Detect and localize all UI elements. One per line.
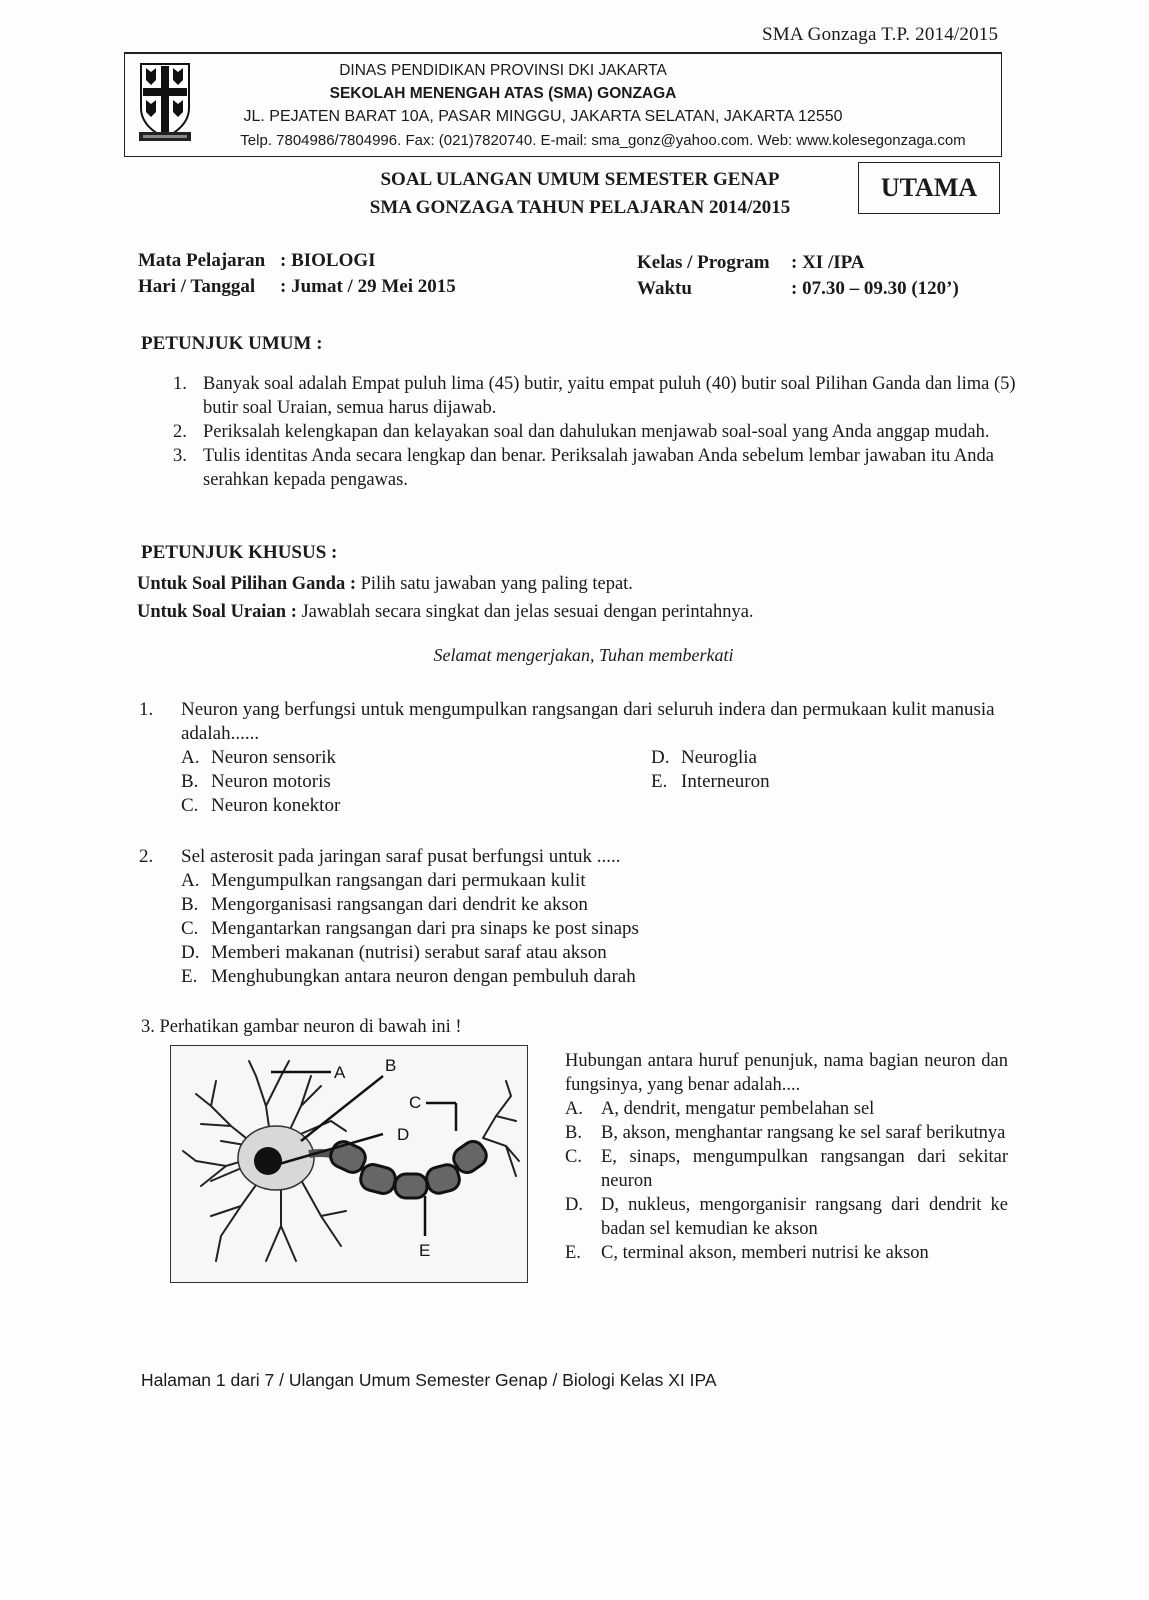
- option-d[interactable]: [181, 941, 839, 965]
- school-year-header: SMA Gonzaga T.P. 2014/2015: [762, 24, 999, 45]
- date-value: : Jumat / 29 Mei 2015: [280, 276, 456, 297]
- option-a[interactable]: [181, 746, 651, 770]
- exam-meta-left: [138, 248, 456, 300]
- option-label: A.: [181, 870, 200, 891]
- essay-instruction-text: Jawablah secara singkat dan jelas sesuai dengan perintahnya.: [296, 602, 754, 622]
- option-text: C, terminal akson, memberi nutrisi ke akson: [601, 1243, 929, 1263]
- option-e[interactable]: [565, 1241, 1008, 1265]
- general-instructions-title: PETUNJUK UMUM :: [141, 333, 323, 354]
- option-c[interactable]: [181, 794, 651, 818]
- instruction-text: Banyak soal adalah Empat puluh lima (45) butir, yaitu empat puluh (40) butir soal Pilihan Ganda dan lima (5) butir soal Uraian, semua harus dijawab.: [203, 374, 1016, 418]
- time-label: Waktu: [637, 278, 692, 299]
- essay-instruction-label: Untuk Soal Uraian :: [137, 602, 297, 622]
- time-value: : 07.30 – 09.30 (120’): [791, 278, 959, 299]
- letterhead: [124, 52, 1002, 157]
- option-label: E.: [651, 771, 668, 792]
- question-stem: Hubungan antara huruf penunjuk, nama bagian neuron dan fungsinya, yang benar adalah....: [565, 1051, 1008, 1095]
- option-e[interactable]: [181, 965, 839, 989]
- options: [139, 869, 839, 989]
- diagram-label-a: A: [334, 1063, 346, 1082]
- option-text: B, akson, menghantar rangsang ke sel saraf berikutnya: [601, 1123, 1006, 1143]
- option-label: C.: [181, 795, 199, 816]
- instruction-item: [173, 444, 1023, 492]
- date-label: Hari / Tanggal: [138, 276, 256, 297]
- option-text: Neuroglia: [681, 747, 757, 768]
- options: [139, 746, 1029, 818]
- question-text: Sel asterosit pada jaringan saraf pusat berfungsi untuk .....: [181, 846, 621, 867]
- subject-label: Mata Pelajaran: [138, 250, 266, 271]
- option-label: D.: [565, 1195, 583, 1215]
- question-number: 1.: [139, 699, 154, 720]
- instruction-number: 1.: [173, 374, 187, 394]
- option-b[interactable]: [181, 770, 651, 794]
- option-text: Neuron sensorik: [211, 747, 337, 768]
- diagram-label-c: C: [409, 1093, 422, 1112]
- option-text: Mengantarkan rangsangan dari pra sinaps ke post sinaps: [211, 918, 639, 939]
- letterhead-school-name: SEKOLAH MENENGAH ATAS (SMA) GONZAGA: [329, 85, 677, 102]
- option-label: B.: [181, 771, 199, 792]
- page-footer: Halaman 1 dari 7 / Ulangan Umum Semester Genap / Biologi Kelas XI IPA: [141, 1370, 717, 1390]
- option-label: B.: [181, 894, 199, 915]
- general-instructions-list: [173, 372, 1023, 492]
- option-label: A.: [181, 747, 200, 768]
- option-label: B.: [565, 1123, 582, 1143]
- instruction-item: [173, 372, 1023, 420]
- question-text: Neuron yang berfungsi untuk mengumpulkan rangsangan dari seluruh indera dan permukaan kulit manusia adalah......: [181, 699, 995, 744]
- option-text: Memberi makanan (nutrisi) serabut saraf atau akson: [211, 942, 607, 963]
- special-instructions: [137, 570, 754, 626]
- option-text: Menghubungkan antara neuron dengan pembuluh darah: [211, 966, 636, 987]
- option-text: D, nukleus, mengorganisir rangsang dari dendrit ke badan sel kemudian ke akson: [601, 1195, 1008, 1239]
- option-label: E.: [565, 1243, 581, 1263]
- class-label: Kelas / Program: [637, 252, 770, 273]
- subject-value: : BIOLOGI: [280, 250, 376, 271]
- option-text: Neuron motoris: [211, 771, 331, 792]
- class-value: : XI /IPA: [791, 252, 865, 273]
- special-instructions-title: PETUNJUK KHUSUS :: [141, 542, 338, 563]
- option-a[interactable]: [181, 869, 839, 893]
- question-3-prompt: [141, 1017, 462, 1038]
- instruction-text: Periksalah kelengkapan dan kelayakan soal dan dahulukan menjawab soal-soal yang Anda anggap mudah.: [203, 422, 990, 442]
- option-label: E.: [181, 966, 198, 987]
- option-label: D.: [181, 942, 200, 963]
- question-1: [139, 698, 1029, 818]
- instruction-number: 2.: [173, 422, 187, 442]
- neuron-illustration: [171, 1046, 527, 1282]
- exam-title: [300, 166, 860, 222]
- question-text: Perhatikan gambar neuron di bawah ini !: [159, 1017, 462, 1037]
- letterhead-agency: DINAS PENDIDIKAN PROVINSI DKI JAKARTA: [339, 62, 667, 79]
- diagram-label-e: E: [419, 1241, 431, 1260]
- question-2: [139, 845, 839, 989]
- option-label: D.: [651, 747, 670, 768]
- option-c[interactable]: [181, 917, 839, 941]
- question-number: 2.: [139, 846, 154, 867]
- blessing-text: Selamat mengerjakan, Tuhan memberkati: [433, 645, 734, 665]
- option-label: C.: [181, 918, 199, 939]
- option-b[interactable]: [565, 1121, 1008, 1145]
- mc-instruction-label: Untuk Soal Pilihan Ganda :: [137, 574, 356, 594]
- diagram-label-d: D: [397, 1125, 410, 1144]
- option-d[interactable]: [651, 746, 770, 770]
- option-a[interactable]: [565, 1097, 1008, 1121]
- question-3-body: [565, 1049, 1008, 1265]
- option-c[interactable]: [565, 1145, 1008, 1193]
- option-label: A.: [565, 1099, 583, 1119]
- question-number: 3.: [141, 1017, 155, 1037]
- diagram-label-b: B: [385, 1056, 397, 1075]
- version-badge: UTAMA: [858, 162, 1000, 214]
- neuron-diagram: [170, 1045, 528, 1283]
- option-text: A, dendrit, mengatur pembelahan sel: [601, 1099, 875, 1119]
- option-b[interactable]: [181, 893, 839, 917]
- mc-instruction-text: Pilih satu jawaban yang paling tepat.: [356, 574, 633, 594]
- exam-title-line1: SOAL ULANGAN UMUM SEMESTER GENAP: [380, 169, 780, 190]
- option-text: Neuron konektor: [211, 795, 341, 816]
- option-text: Interneuron: [681, 771, 770, 792]
- exam-meta-right: [637, 250, 959, 302]
- instruction-item: [173, 420, 1023, 444]
- instruction-text: Tulis identitas Anda secara lengkap dan benar. Periksalah jawaban Anda sebelum lembar jawaban itu Anda serahkan kepada pengawas.: [203, 446, 995, 490]
- option-e[interactable]: [651, 770, 770, 794]
- option-d[interactable]: [565, 1193, 1008, 1241]
- option-text: Mengumpulkan rangsangan dari permukaan kulit: [211, 870, 586, 891]
- letterhead-address: JL. PEJATEN BARAT 10A, PASAR MINGGU, JAKARTA SELATAN, JAKARTA 12550: [243, 108, 843, 125]
- exam-title-line2: SMA GONZAGA TAHUN PELAJARAN 2014/2015: [369, 197, 791, 218]
- instruction-number: 3.: [173, 446, 187, 466]
- option-text: E, sinaps, mengumpulkan rangsangan dari sekitar neuron: [601, 1147, 1008, 1191]
- letterhead-contact: Telp. 7804986/7804996. Fax: (021)7820740. E-mail: sma_gonz@yahoo.com. Web: www.kolesegonzaga.com: [240, 132, 966, 149]
- option-label: C.: [565, 1147, 582, 1167]
- option-text: Mengorganisasi rangsangan dari dendrit ke akson: [211, 894, 588, 915]
